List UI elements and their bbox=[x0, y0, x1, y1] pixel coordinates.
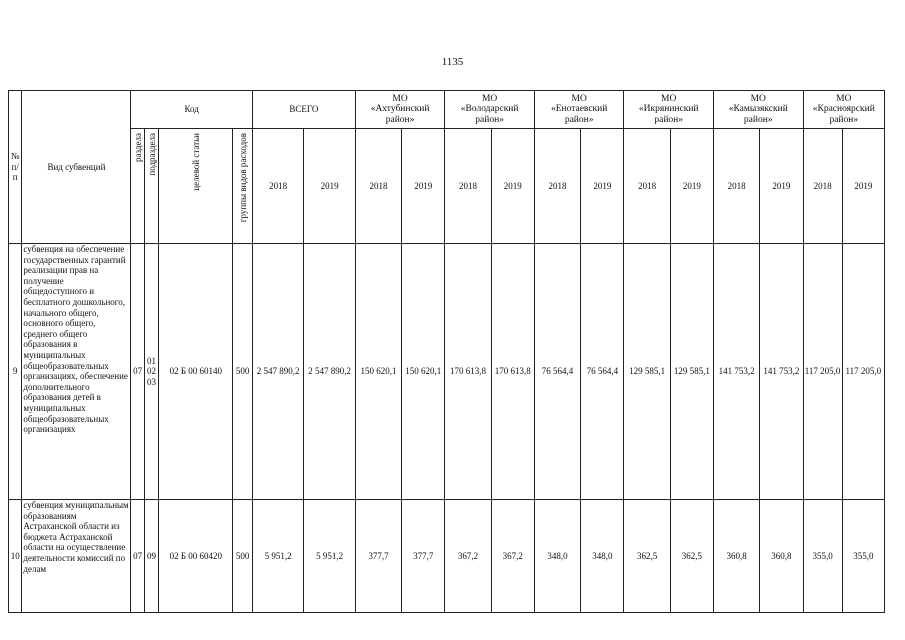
cell-value: 5 951,2 bbox=[252, 500, 303, 613]
row-number: 10 bbox=[9, 500, 22, 613]
page-number: 1135 bbox=[441, 56, 464, 68]
row-section: 07 bbox=[131, 500, 144, 613]
header-year: 2019 bbox=[581, 129, 624, 244]
cell-value: 2 547 890,2 bbox=[304, 244, 355, 500]
subvention-table bbox=[8, 90, 885, 613]
header-year: 2019 bbox=[402, 129, 445, 244]
header-mo-enotaevsky: МО «Енотаевский район» bbox=[534, 91, 624, 129]
cell-value: 129 585,1 bbox=[670, 244, 713, 500]
header-code-subsection: подраздела bbox=[144, 129, 158, 244]
row-section: 07 bbox=[131, 244, 144, 500]
header-mo-akhtubinsky: МО «Ахтубинский район» bbox=[355, 91, 445, 129]
header-mo-krasnoyarsky: МО «Красноярский район» bbox=[803, 91, 884, 129]
header-mo-kamyzyaksky: МО «Камызякский район» bbox=[713, 91, 803, 129]
header-year: 2018 bbox=[624, 129, 670, 244]
cell-value: 377,7 bbox=[402, 500, 445, 613]
row-subsection: 01 02 03 bbox=[144, 244, 158, 500]
header-mo-ikryaninsky: МО «Икрянинский район» bbox=[624, 91, 714, 129]
cell-value: 377,7 bbox=[355, 500, 401, 613]
header-code-section: раздела bbox=[131, 129, 144, 244]
cell-value: 2 547 890,2 bbox=[252, 244, 303, 500]
row-expense-group: 500 bbox=[233, 244, 253, 500]
header-year: 2019 bbox=[670, 129, 713, 244]
cell-value: 5 951,2 bbox=[304, 500, 355, 613]
header-mo-volodarsky: МО «Володарский район» bbox=[445, 91, 535, 129]
header-total: ВСЕГО bbox=[252, 91, 355, 129]
row-description: субвенция на обеспечение государственных гарантий реализации прав на получение общедоступного и бесплатного дошкольного, начального общего, основного общего, среднего общего образования в муниципальных общеобразовательных организациях, обеспечение дополнительного образования детей в муниципальных общеобразовательных организациях bbox=[22, 244, 131, 500]
cell-value: 367,2 bbox=[491, 500, 534, 613]
cell-value: 150 620,1 bbox=[402, 244, 445, 500]
header-year: 2019 bbox=[304, 129, 355, 244]
table-row bbox=[9, 244, 885, 500]
header-code-target: целевой статьи bbox=[159, 129, 233, 244]
cell-value: 348,0 bbox=[534, 500, 580, 613]
cell-value: 170 613,8 bbox=[445, 244, 491, 500]
cell-value: 141 753,2 bbox=[713, 244, 759, 500]
cell-value: 355,0 bbox=[842, 500, 884, 613]
header-year: 2018 bbox=[355, 129, 401, 244]
cell-value: 362,5 bbox=[624, 500, 670, 613]
header-code-group: группы видов расходов bbox=[233, 129, 253, 244]
cell-value: 360,8 bbox=[760, 500, 803, 613]
table-row bbox=[9, 500, 885, 613]
header-code: Код bbox=[131, 91, 252, 129]
header-year: 2018 bbox=[252, 129, 303, 244]
cell-value: 141 753,2 bbox=[760, 244, 803, 500]
cell-value: 362,5 bbox=[670, 500, 713, 613]
row-number: 9 bbox=[9, 244, 22, 500]
header-year: 2018 bbox=[445, 129, 491, 244]
header-year: 2019 bbox=[491, 129, 534, 244]
header-num: № п/п bbox=[9, 91, 22, 244]
header-subvention-type: Вид субвенций bbox=[22, 91, 131, 244]
cell-value: 129 585,1 bbox=[624, 244, 670, 500]
header-year: 2018 bbox=[803, 129, 842, 244]
row-expense-group: 500 bbox=[233, 500, 253, 613]
cell-value: 117 205,0 bbox=[803, 244, 842, 500]
row-subsection: 09 bbox=[144, 500, 158, 613]
cell-value: 170 613,8 bbox=[491, 244, 534, 500]
header-year: 2019 bbox=[842, 129, 884, 244]
row-target-article: 02 Б 00 60420 bbox=[159, 500, 233, 613]
cell-value: 150 620,1 bbox=[355, 244, 401, 500]
row-description: субвенция муниципальным образованиям Астраханской области из бюджета Астраханской области на осуществление деятельности комиссий по делам bbox=[22, 500, 131, 613]
header-year: 2018 bbox=[713, 129, 759, 244]
cell-value: 360,8 bbox=[713, 500, 759, 613]
cell-value: 348,0 bbox=[581, 500, 624, 613]
cell-value: 355,0 bbox=[803, 500, 842, 613]
cell-value: 76 564,4 bbox=[534, 244, 580, 500]
header-year: 2019 bbox=[760, 129, 803, 244]
row-target-article: 02 Б 00 60140 bbox=[159, 244, 233, 500]
header-year: 2018 bbox=[534, 129, 580, 244]
cell-value: 367,2 bbox=[445, 500, 491, 613]
cell-value: 117 205,0 bbox=[842, 244, 884, 500]
cell-value: 76 564,4 bbox=[581, 244, 624, 500]
